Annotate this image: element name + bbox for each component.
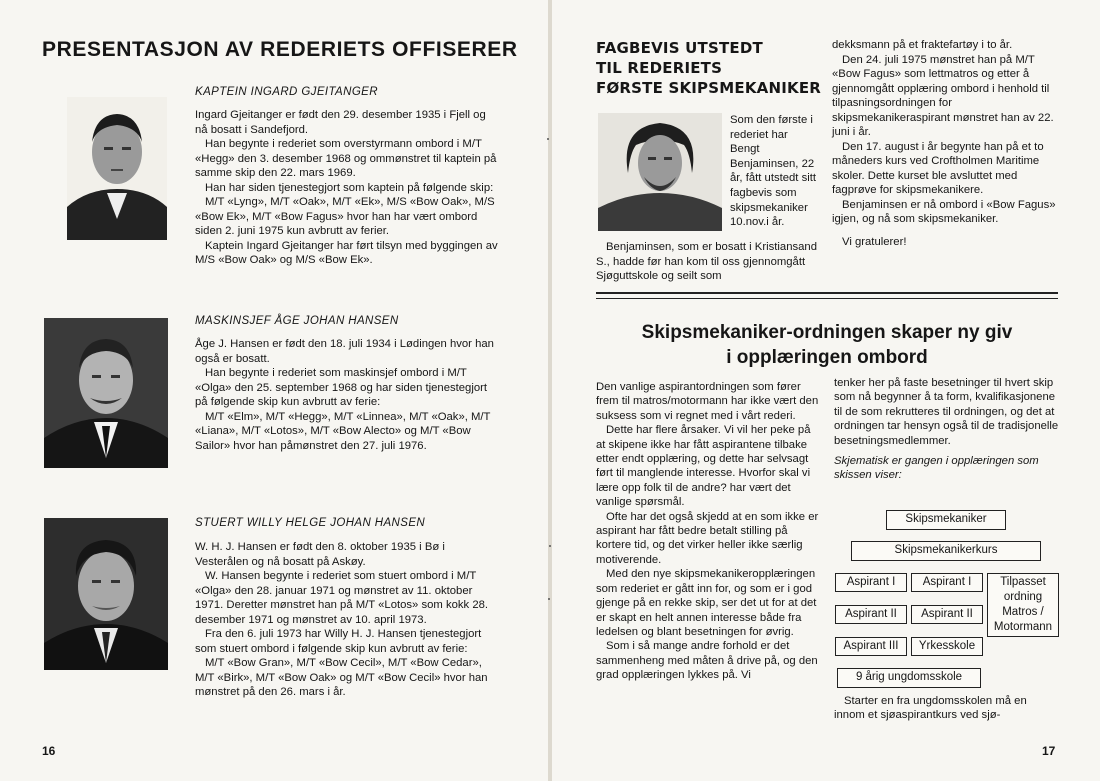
officer-bio [195,108,500,268]
body-paragraph: Den 17. august i år begynte han på et to måneders kurs ved Croftholmen Maritime skoler. Dette kurset ble avsluttet med fagprøve for skipsmekanikere. [832,140,1044,196]
congratulation: Vi gratulerer! [842,235,907,248]
diagram-box-aspirant-1: Aspirant I [835,573,907,592]
headline-line: TIL REDERIETS [596,59,723,77]
bio-paragraph: W. Hansen begynte i rederiet som stuert ombord i M/T «Olga» den 28. januar 1971 og mønstret av 11. oktober 1971. Deretter mønstret han på M/T «Lotos» som kokk 28. desember 1971 og mønstret av 10. april 1973. [195,570,489,626]
photo-caption: Som den første i rederiet har Bengt Benjaminsen, 22 år, fått utstedt sitt fagbevis som skipsmekaniker 10.nov.i år. [730,114,817,229]
portrait-icon [44,318,168,468]
chief-engineer-portrait [44,318,168,468]
article-column-1 [596,380,822,683]
print-speck [549,545,551,547]
diagram-box-aspirant-1: Aspirant I [911,573,983,592]
body-paragraph: Som i så mange andre forhold er det sammenheng med måten å drive på, og den grad opplæringen lykkes på. Vi [596,640,818,682]
bio-paragraph: Han begynte i rederiet som maskinsjef ombord i M/T «Olga» den 25. september 1968 og har siden tjenestegjort på følgende skip kun avbrutt av ferie: [195,367,488,408]
adapted-line: Tilpasset [1000,576,1046,588]
bio-paragraph: Kaptein Ingard Gjeitanger har ført tilsyn med byggingen av M/S «Bow Oak» og M/S «Bow Ek». [195,239,498,266]
headline-line: FØRSTE SKIPSMEKANIKER [596,79,822,97]
officer-bio [195,337,500,453]
diagram-box-aspirant-3: Aspirant III [835,637,907,656]
officer-name: STUERT WILLY HELGE JOHAN HANSEN [195,517,426,529]
adapted-line: Motormann [993,621,1053,633]
bio-paragraph: M/T «Bow Gran», M/T «Bow Cecil», M/T «Bow Cedar», M/T «Birk», M/T «Bow Oak» og M/T «Bow Cecil» hvor han mønstret på den 26. mars i år. [195,657,488,698]
portrait-icon [598,113,722,231]
page-number: 16 [42,744,56,758]
title-line: i opplæringen ombord [726,347,928,368]
fagbevis-headline [596,38,821,98]
diagram-box-aspirant-2: Aspirant II [835,605,907,624]
article-title [596,320,1058,370]
bio-paragraph: W. H. J. Hansen er født den 8. oktober 1935 i Bø i Vesterålen og nå bosatt på Askøy. [195,541,445,568]
body-paragraph: tenker her på faste besetninger til hvert skip som nå begynner å ta form, kvalifikasjonene til de som rekrutteres til ordningen, og det at ordningen tar hensyn også til de tradisjonelle besetningsmedlemmer. [834,377,1059,447]
diagram-box-skipsmekaniker: Skipsmekaniker [886,510,1006,530]
fagbevis-body: Benjaminsen, som er bosatt i Kristiansand S., hadde før han kom til oss gjennomgått Sjøguttskole og seilt som [596,241,817,283]
diagram-intro: Skjematisk er gangen i opplæringen som skissen viser: [834,455,1039,482]
body-paragraph: Benjaminsen er nå ombord i «Bow Fagus» igjen, og nå som skipsmekaniker. [832,198,1056,225]
officer-name: KAPTEIN INGARD GJEITANGER [195,86,378,98]
bio-paragraph: Ingard Gjeitanger er født den 29. desember 1935 i Fjell og nå bosatt i Sandefjord. [195,109,486,136]
section-divider [596,298,1058,299]
adapted-line: ordning [1003,591,1043,603]
officer-bio [195,540,500,700]
headline-line: FAGBEVIS UTSTEDT [596,39,763,57]
fagbevis-column-2 [832,38,1058,249]
page-heading: PRESENTASJON AV REDERIETS OFFISERER [42,38,518,61]
body-paragraph: Den 24. juli 1975 mønstret han på M/T «Bow Fagus» som lettmatros og etter å gjennomgått opplæring ombord i henhold til tilpasningsordningen for skipsmekanikeraspirant mønstret han av 22. juni i år. [832,53,1054,138]
article-continuation: Starter en fra ungdomsskolen må en innom et sjøaspirantkurs ved sjø- [834,695,1027,722]
print-speck [547,138,549,140]
diagram-box-course: Skipsmekanikerkurs [851,541,1041,561]
steward-portrait [44,518,168,670]
bio-paragraph: Åge J. Hansen er født den 18. juli 1934 i Lødingen hvor han også er bosatt. [195,338,494,365]
body-paragraph: Ofte har det også skjedd at en som ikke er aspirant har fått bedre betalt stilling på kortere tid, og det virker heller ikke særlig motiverende. [596,510,819,566]
right-page [550,0,1100,781]
diagram-box-aspirant-2: Aspirant II [911,605,983,624]
title-line: Skipsmekaniker-ordningen skaper ny giv [641,322,1013,343]
bio-paragraph: M/T «Lyng», M/T «Oak», M/T «Ek», M/S «Bow Oak», M/S «Bow Ek», M/T «Bow Fagus» hvor han har vært ombord siden 2. juni 1975 kun avbrutt av ferier. [195,196,495,237]
bio-paragraph: Han begynte i rederiet som overstyrmann ombord i M/T «Hegg» den 3. desember 1968 og ommønstret til kaptein på samme skip den 22. mars 1969. [195,138,497,179]
page-number: 17 [1042,744,1056,758]
bio-paragraph: Fra den 6. juli 1973 har Willy H. J. Hansen tjenestegjort som stuert ombord i følgende skip kun avbrutt av ferie: [195,628,482,655]
diagram-box-adapted [987,573,1059,637]
body-paragraph: Med den nye skipsmekanikeropplæringen som rederiet er gått inn for, og som er i god gjenge på en rekke skip, ser det ut for at det er skapt en helt annen interesse både fra ledelsen og blant besetningen for øvrig. [596,568,817,638]
mechanic-portrait [598,113,722,231]
body-paragraph: Den vanlige aspirantordningen som fører frem til matros/motormann har ikke vært den suksess som vi regnet med i vårt rederi. [596,381,819,422]
section-divider [596,292,1058,294]
officer-name: MASKINSJEF ÅGE JOHAN HANSEN [195,315,399,327]
bio-paragraph: Han har siden tjenestegjort som kaptein på følgende skip: [205,181,494,194]
diagram-box-school: 9 årig ungdomsskole [837,668,981,688]
portrait-icon [67,97,167,240]
captain-portrait [67,97,167,240]
adapted-line: Matros / [1002,606,1044,618]
bio-paragraph: M/T «Elm», M/T «Hegg», M/T «Linnea», M/T «Oak», M/T «Liana», M/T «Lotos», M/T «Bow Alecto» og M/T «Bow Sailor» hvor han påmønstret den 27. juli 1976. [195,410,491,452]
diagram-box-vocational: Yrkesskole [911,637,983,656]
body-paragraph: Dette har flere årsaker. Vi vil her peke på at skipene ikke har fått aspirantene tilbake etter endt opplæring, og dette har selvsagt ført til manglende interesse. Hvorfor skal vi lære opp folk til de andre? har vært det vanlige spørsmål. [596,424,811,509]
body-paragraph: dekksmann på et fraktefartøy i to år. [832,39,1013,51]
portrait-icon [44,518,168,670]
print-speck [548,598,550,600]
article-column-2 [834,376,1060,483]
